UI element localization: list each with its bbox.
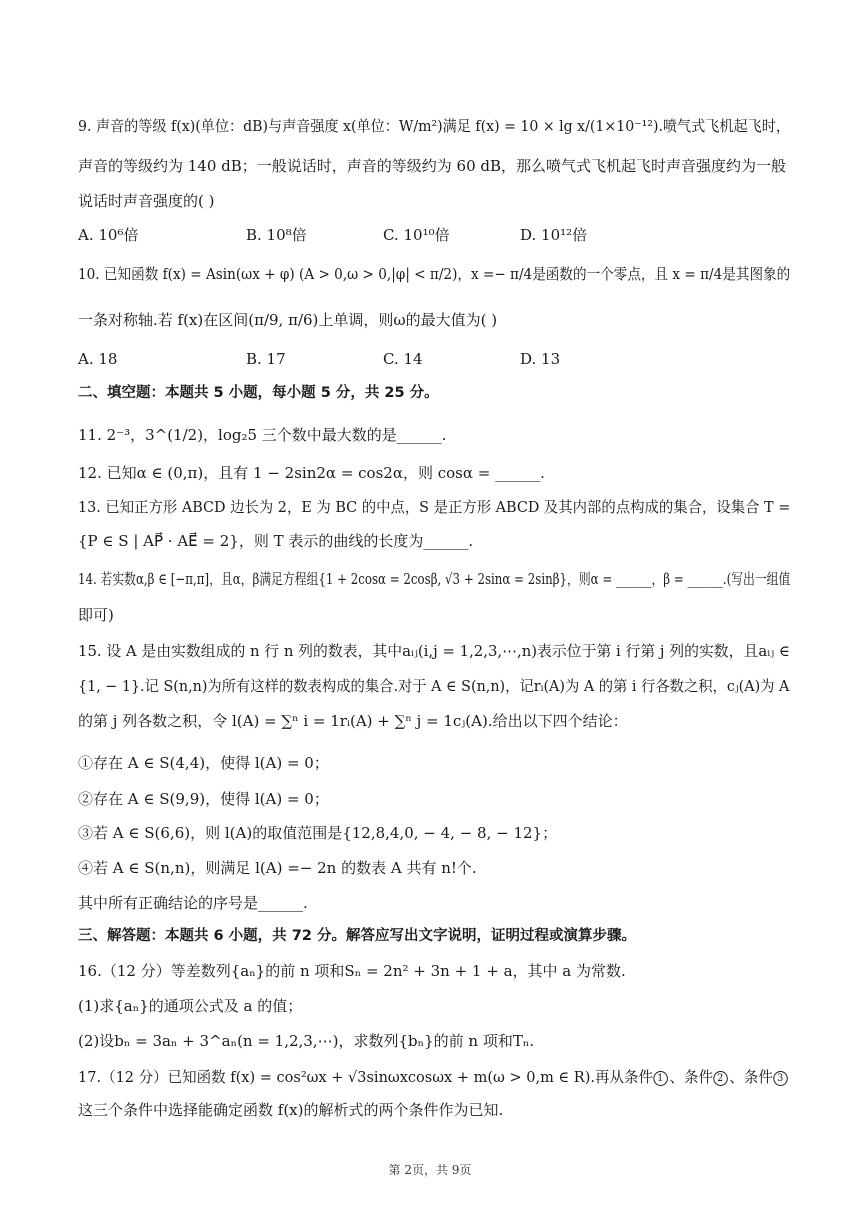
q10-line1: 10. 已知函数 f(x) = Asin(ωx + φ) (A > 0,ω > 0,|φ| < π/2)，x =− π/4是函数的一个零点，且 x = π/4是其图象的 — [78, 265, 791, 283]
q16-line2: (1)求{aₙ}的通项公式及 a 的值； — [78, 997, 303, 1015]
q14-line1: 14. 若实数α,β ∈ [−π,π]，且α，β满足方程组{1 + 2cosα = 2cosβ, √3 + 2sinα = 2sinβ}，则α = ______，β = ______.(写出一组值 — [78, 570, 791, 588]
q16-line3: (2)设bₙ = 3aₙ + 3^aₙ(n = 1,2,3,⋯)，求数列{bₙ}的前 n 项和Tₙ. — [78, 1032, 535, 1050]
q15-line2: {1, − 1}.记 S(n,n)为所有这样的数表构成的集合.对于 A ∈ S(n,n)，记rᵢ(A)为 A 的第 i 行各数之积，cⱼ(A)为 A — [78, 677, 790, 695]
q15-tail: 其中所有正确结论的序号是______. — [78, 894, 308, 912]
q17-line1: 17.（12 分）已知函数 f(x) = cos²ωx + √3sinωxcosωx + m(ω > 0,m ∈ R).再从条件 1 、条件 2 、条件 3 — [78, 1067, 789, 1087]
circled-number-2: 2 — [713, 1071, 728, 1086]
q17-line2: 这三个条件中选择能确定函数 f(x)的解析式的两个条件作为已知. — [78, 1101, 504, 1119]
circled-number-2: ② — [78, 790, 94, 808]
q15-conclusion-2: ②存在 A ∈ S(9,9)，使得 l(A) = 0； — [78, 790, 329, 808]
q9-option-d: D. 10¹²倍 — [520, 226, 588, 244]
q10-option-c: C. 14 — [383, 350, 423, 368]
q12-text: 12. 已知α ∈ (0,π)，且有 1 − 2sin2α = cos2α，则 cosα = ______. — [78, 464, 545, 482]
circled-number-1: ① — [78, 754, 94, 772]
q15-line3: 的第 j 列各数之积，令 l(A) = ∑ⁿ i = 1rᵢ(A) + ∑ⁿ j = 1cⱼ(A).给出以下四个结论： — [78, 712, 628, 730]
q15-line1: 15. 设 A 是由实数组成的 n 行 n 列的数表，其中aᵢⱼ(i,j = 1,2,3,⋯,n)表示位于第 i 行第 j 列的实数，且aᵢⱼ ∈ — [78, 642, 790, 660]
q10-option-a: A. 18 — [78, 350, 118, 368]
q9-option-a: A. 10⁶倍 — [78, 226, 139, 244]
q9-line3: 说话时声音强度的( ) — [78, 192, 215, 210]
q9-line2: 声音的等级约为 140 dB；一般说话时，声音的等级约为 60 dB，那么喷气式飞机起飞时声音强度约为一般 — [78, 157, 787, 175]
q15-conclusion-3: ③若 A ∈ S(6,6)，则 l(A)的取值范围是{12,8,4,0, − 4, − 8, − 12}； — [78, 824, 558, 842]
q13-line1: 13. 已知正方形 ABCD 边长为 2，E 为 BC 的中点，S 是正方形 ABCD 及其内部的点构成的集合，设集合 T = — [78, 498, 791, 516]
q10-option-b: B. 17 — [246, 350, 286, 368]
q9-option-c: C. 10¹⁰倍 — [383, 226, 450, 244]
q9-line1: 9. 声音的等级 f(x)(单位：dB)与声音强度 x(单位：W/m²)满足 f(x) = 10 × lg x/(1×10⁻¹²).喷气式飞机起飞时， — [78, 117, 790, 135]
circled-number-1: 1 — [653, 1071, 668, 1086]
q13-line2: {P ∈ S | AP⃗ · AE⃗ = 2}，则 T 表示的曲线的长度为______. — [78, 532, 474, 550]
q16-line1: 16.（12 分）等差数列{aₙ}的前 n 项和Sₙ = 2n² + 3n + 1 + a，其中 a 为常数. — [78, 962, 626, 980]
section-fill-in-heading: 二、填空题：本题共 5 小题，每小题 5 分，共 25 分。 — [78, 385, 439, 401]
q10-option-d: D. 13 — [520, 350, 561, 368]
q15-conclusion-1: ①存在 A ∈ S(4,4)，使得 l(A) = 0； — [78, 754, 329, 772]
q15-conclusion-4: ④若 A ∈ S(n,n)，则满足 l(A) =− 2n 的数表 A 共有 n!个. — [78, 859, 477, 877]
page-footer: 第 2页，共 9页 — [388, 1163, 472, 1177]
circled-number-3: ③ — [78, 824, 94, 842]
q11-text: 11. 2⁻³，3^(1/2)，log₂5 三个数中最大数的是______. — [78, 426, 447, 444]
circled-number-4: ④ — [78, 859, 94, 877]
q10-line2: 一条对称轴.若 f(x)在区间(π/9, π/6)上单调，则ω的最大值为( ) — [78, 311, 498, 329]
section-answer-heading: 三、解答题：本题共 6 小题，共 72 分。解答应写出文字说明，证明过程或演算步骤。 — [78, 928, 636, 944]
q9-option-b: B. 10⁸倍 — [246, 226, 307, 244]
q14-line2: 即可) — [78, 606, 114, 624]
circled-number-3: 3 — [773, 1071, 788, 1086]
